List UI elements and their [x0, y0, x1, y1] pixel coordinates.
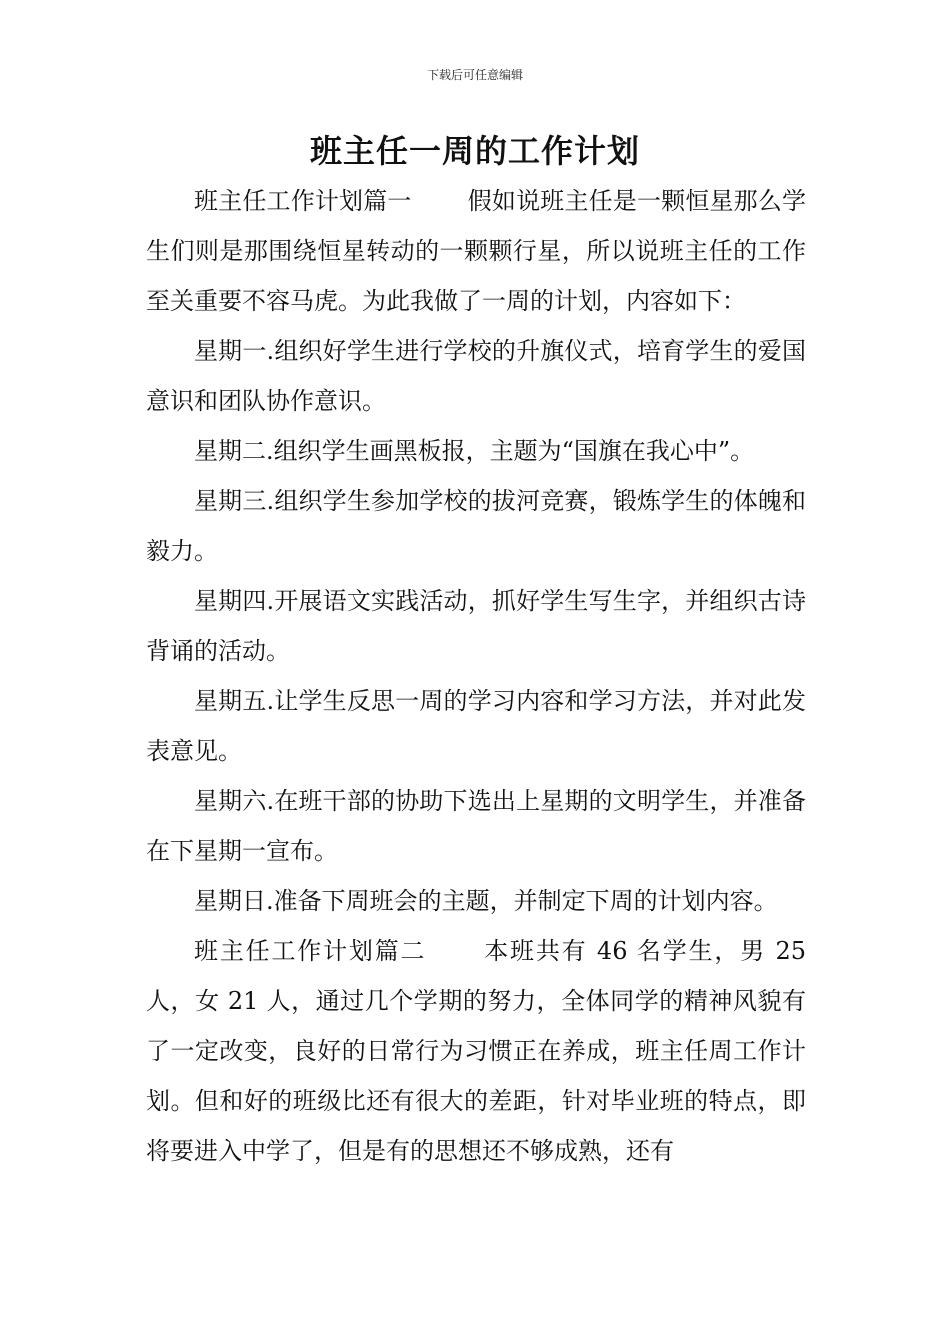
- paragraph-text: 星期六.在班干部的协助下选出上星期的文明学生，并准备在下星期一宣布。: [146, 787, 806, 865]
- document-title: 班主任一周的工作计划: [309, 132, 640, 170]
- paragraph-saturday: [146, 776, 806, 876]
- paragraph-text: 星期二.组织学生画黑板报，主题为“国旗在我心中”。: [194, 437, 755, 465]
- paragraph-text: 星期五.让学生反思一周的学习内容和学习方法，并对此发表意见。: [146, 687, 806, 765]
- paragraph-text: 星期三.组织学生参加学校的拔河竞赛，锻炼学生的体魄和毅力。: [146, 487, 806, 565]
- paragraph-text: 本班共有 46 名学生，男 25 人，女 21 人，通过几个学期的努力，全体同学的精神风貌有了一定改变，良好的日常行为习惯正在养成，班主任周工作计划。但和好的班级比还有很大的差距，针对毕业班的特点，即将要进入中学了，但是有的思想还不够成熟，还有: [146, 937, 807, 1165]
- paragraph-text: 星期一.组织好学生进行学校的升旗仪式，培育学生的爱国意识和团队协作意识。: [146, 337, 806, 415]
- paragraph-tuesday: [146, 426, 806, 476]
- section-lead-plan-one: 班主任工作计划篇一: [194, 187, 412, 215]
- paragraph-intro-plan-one: [146, 176, 806, 326]
- paragraph-intro-plan-two: [146, 926, 806, 1176]
- paragraph-wednesday: [146, 476, 806, 576]
- paragraph-thursday: [146, 576, 806, 676]
- paragraph-friday: [146, 676, 806, 776]
- paragraph-monday: [146, 326, 806, 426]
- paragraph-sunday: [146, 876, 806, 926]
- paragraph-text: 星期日.准备下周班会的主题，并制定下周的计划内容。: [194, 887, 778, 915]
- section-lead-plan-two: 班主任工作计划篇二: [194, 937, 427, 965]
- document-body: [146, 176, 806, 1176]
- paragraph-text: 假如说班主任是一颗恒星那么学生们则是那围绕恒星转动的一颗颗行星，所以说班主任的工作至关重要不容马虎。为此我做了一周的计划，内容如下：: [146, 187, 807, 315]
- header-note: 下载后可任意编辑: [426, 68, 523, 82]
- paragraph-text: 星期四.开展语文实践活动，抓好学生写生字，并组织古诗背诵的活动。: [146, 587, 806, 665]
